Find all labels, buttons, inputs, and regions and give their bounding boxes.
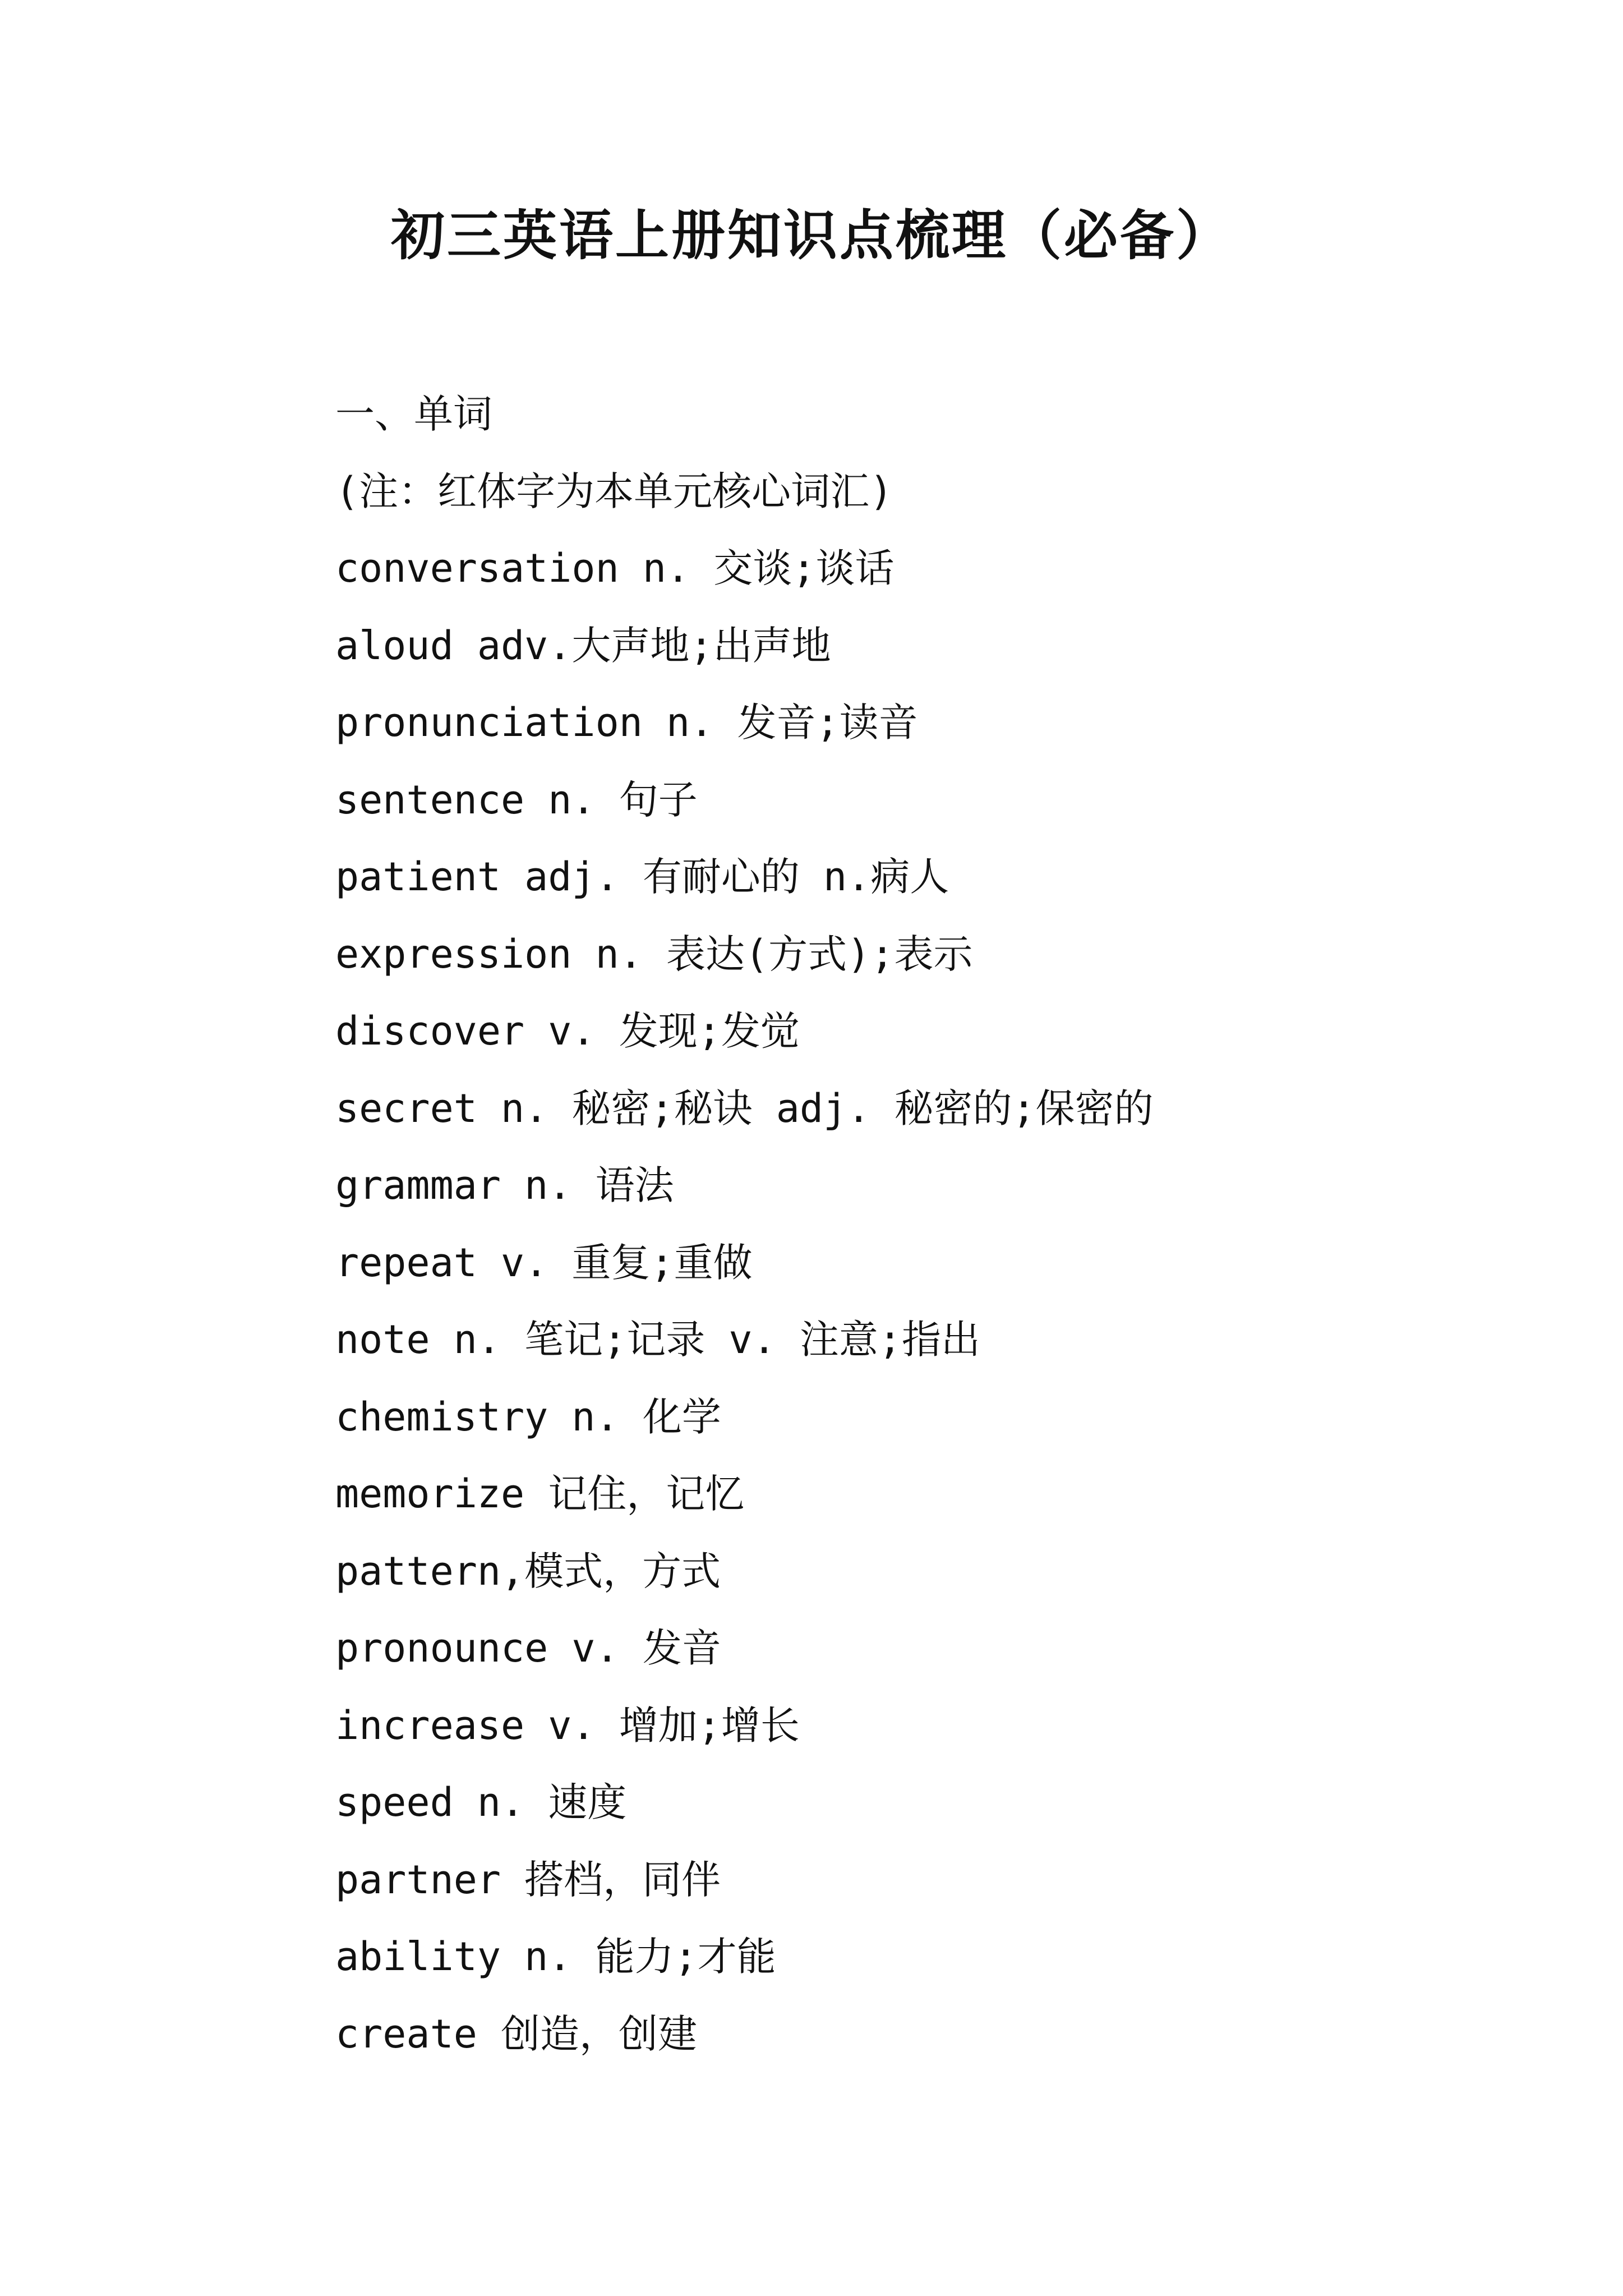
vocabulary-item: increase v. 增加;增长 [335,1702,800,1749]
document-body [335,376,1569,2073]
vocabulary-item: pronounce v. 发音 [335,1625,721,1671]
vocabulary-item: note n. 笔记;记录 v. 注意;指出 [335,1317,981,1363]
vocabulary-item: sentence n. 句子 [335,776,698,823]
vocabulary-item: speed n. 速度 [335,1779,627,1825]
vocabulary-item: patient adj. 有耐心的 n.病人 [335,854,949,900]
vocabulary-item: pronunciation n. 发音;读音 [335,700,918,746]
vocabulary-item: chemistry n. 化学 [335,1393,721,1440]
vocabulary-item: repeat v. 重复;重做 [335,1239,753,1286]
vocabulary-item: discover v. 发现;发觉 [335,1008,800,1054]
section-heading: 一、单词 [335,391,492,437]
vocabulary-item: pattern,模式，方式 [335,1548,721,1594]
document-title: 初三英语上册知识点梳理（必备） [391,204,1232,267]
note-text: (注：红体字为本单元核心词汇) [335,468,893,514]
vocabulary-item: memorize 记住，记忆 [335,1471,745,1517]
vocabulary-item: partner 搭档，同伴 [335,1856,721,1903]
vocabulary-item: secret n. 秘密;秘诀 adj. 秘密的;保密的 [335,1085,1154,1131]
vocabulary-item: expression n. 表达(方式);表示 [335,931,973,977]
vocabulary-item: aloud adv.大声地;出声地 [335,622,831,669]
vocabulary-item: grammar n. 语法 [335,1162,674,1208]
vocabulary-item: conversation n. 交谈;谈话 [335,545,895,591]
vocabulary-item: ability n. 能力;才能 [335,1934,776,1980]
vocabulary-item: create 创造，创建 [335,2010,698,2057]
